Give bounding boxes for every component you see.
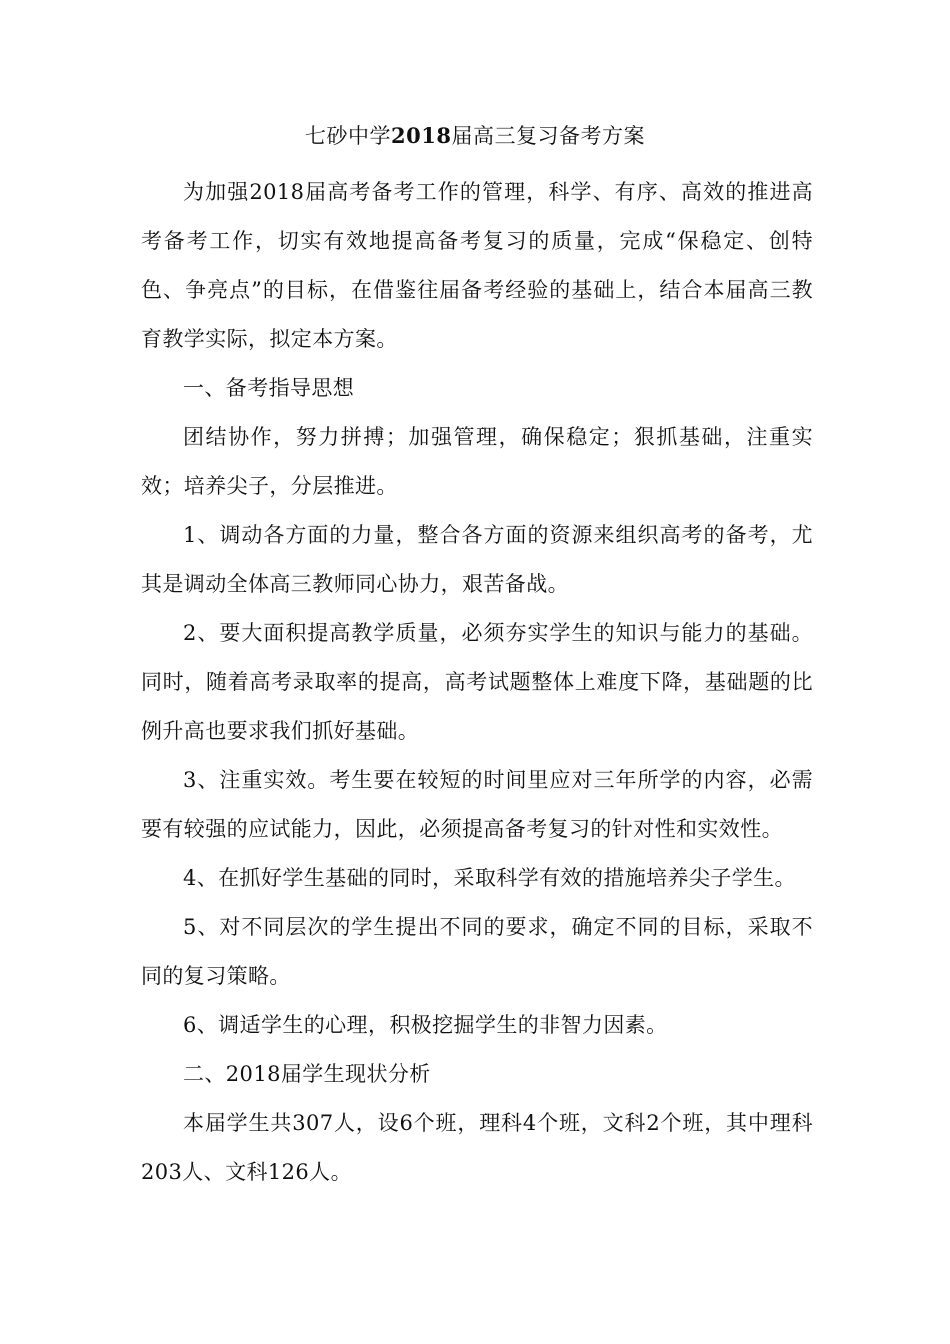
paragraph-point-5: 5、对不同层次的学生提出不同的要求，确定不同的目标，采取不同的复习策略。 [141,915,813,988]
paragraph-point-6: 6、调适学生的心理，积极挖掘学生的非智力因素。 [183,1013,668,1037]
paragraph-student-stats: 本届学生共307人，设6个班，理科4个班，文科2个班，其中理科203人、文科126人。 [141,1111,813,1184]
title-prefix: 七砂中学 [305,124,392,148]
section-heading-guiding-principles: 一、备考指导思想 [183,376,355,400]
section-heading-student-analysis: 二、2018届学生现状分析 [183,1062,431,1086]
document-title [0,120,950,152]
title-year: 2018 [391,123,452,148]
title-suffix: 届高三复习备考方案 [451,124,645,148]
paragraph-intro: 为加强2018届高考备考工作的管理，科学、有序、高效的推进高考备考工作，切实有效地提高备考复习的质量，完成“保稳定、创特色、争亮点”的目标，在借鉴往届备考经验的基础上，结合本届高三教育教学实际，拟定本方案。 [141,180,813,351]
document-body [141,168,813,1197]
paragraph-point-3: 3、注重实效。考生要在较短的时间里应对三年所学的内容，必需要有较强的应试能力，因此，必须提高备考复习的针对性和实效性。 [141,768,813,841]
paragraph-principles-summary: 团结协作，努力拼搏；加强管理，确保稳定；狠抓基础，注重实效；培养尖子，分层推进。 [141,425,813,498]
paragraph-point-1: 1、调动各方面的力量，整合各方面的资源来组织高考的备考，尤其是调动全体高三教师同心协力，艰苦备战。 [141,523,813,596]
paragraph-point-2: 2、要大面积提高教学质量，必须夯实学生的知识与能力的基础。同时，随着高考录取率的提高，高考试题整体上难度下降，基础题的比例升高也要求我们抓好基础。 [141,621,813,743]
paragraph-point-4: 4、在抓好学生基础的同时，采取科学有效的措施培养尖子学生。 [183,866,796,890]
